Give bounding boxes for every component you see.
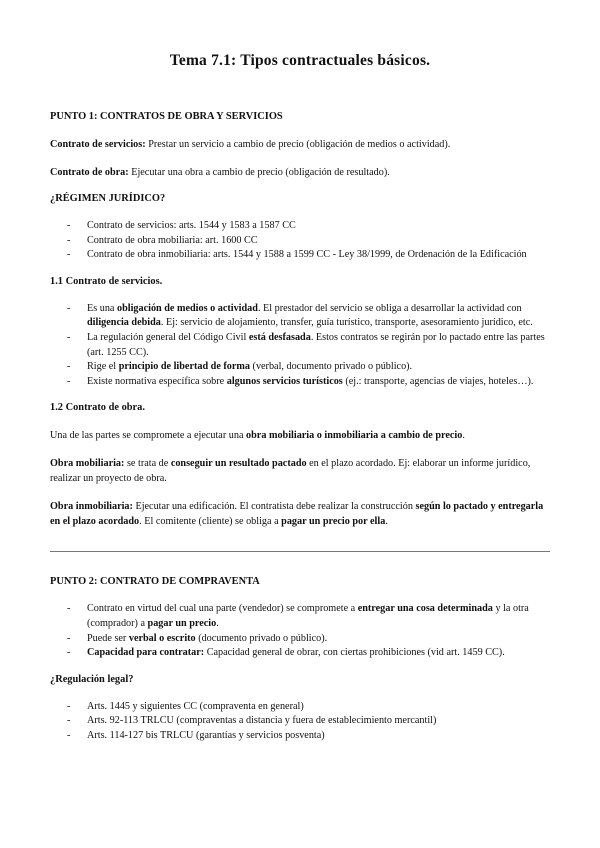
term-contrato-servicios: Contrato de servicios: bbox=[50, 139, 146, 150]
section-heading-punto-1: PUNTO 1: CONTRATOS DE OBRA Y SERVICIOS bbox=[50, 111, 283, 122]
regulacion-legal-list bbox=[50, 700, 550, 744]
list-item: - Contrato en virtud del cual una parte (vendedor) se compromete a entregar una cosa determinada y la otra (comprador) a pagar un precio. bbox=[87, 602, 550, 631]
list-item: - Existe normativa específica sobre algunos servicios turísticos (ej.: transporte, agencias de viajes, hoteles…). bbox=[87, 375, 550, 390]
list-item: - Rige el principio de libertad de forma (verbal, documento privado o público). bbox=[87, 360, 550, 375]
subheading-1-2-contrato-obra: 1.2 Contrato de obra. bbox=[50, 402, 145, 414]
list-item: - Contrato de servicios: arts. 1544 y 1583 a 1587 CC bbox=[87, 219, 550, 234]
section-divider bbox=[50, 551, 550, 552]
subheading-1-1-contrato-servicios: 1.1 Contrato de servicios. bbox=[50, 275, 163, 287]
list-item: - Capacidad para contratar: Capacidad general de obrar, con ciertas prohibiciones (vid art. 1459 CC). bbox=[87, 646, 550, 661]
list-item: - Arts. 92-113 TRLCU (compraventas a distancia y fuera de establecimiento mercantil) bbox=[87, 714, 550, 729]
list-item: - Puede ser verbal o escrito (documento privado o público). bbox=[87, 632, 550, 647]
paragraph-obra-intro: Una de las partes se compromete a ejecutar una obra mobiliaria o inmobiliaria a cambio de precio. bbox=[50, 430, 465, 442]
term-obra-mobiliaria: Obra mobiliaria: bbox=[50, 458, 125, 470]
paragraph-obra-mobiliaria: Obra mobiliaria: se trata de conseguir un resultado pactado en el plazo acordado. Ej: elaborar un informe jurídico, realizar un proyecto de obra. bbox=[50, 458, 531, 485]
document-title: Tema 7.1: Tipos contractuales básicos. bbox=[169, 52, 431, 69]
list-item: - Contrato de obra mobiliaria: art. 1600 CC bbox=[87, 234, 550, 249]
list-item: - Arts. 1445 y siguientes CC (compraventa en general) bbox=[87, 700, 550, 715]
paragraph-contrato-obra: Contrato de obra: Ejecutar una obra a cambio de precio (obligación de resultado). bbox=[50, 167, 390, 178]
subheading-regimen-juridico: ¿RÉGIMEN JURÍDICO? bbox=[50, 193, 166, 204]
regimen-juridico-list bbox=[50, 219, 550, 263]
list-item: - Es una obligación de medios o actividad. El prestador del servicio se obliga a desarrollar la actividad con diligencia debida. Ej: servicio de alojamiento, transfer, guía turístico, transporte, asesoramiento jurídico, etc. bbox=[87, 302, 550, 331]
list-item: - Arts. 114-127 bis TRLCU (garantías y servicios posventa) bbox=[87, 729, 550, 744]
list-item: - Contrato de obra inmobiliaria: arts. 1544 y 1588 a 1599 CC - Ley 38/1999, de Ordenación de la Edificación bbox=[87, 248, 550, 263]
subheading-regulacion-legal: ¿Regulación legal? bbox=[50, 673, 134, 685]
section-heading-punto-2: PUNTO 2: CONTRATO DE COMPRAVENTA bbox=[50, 576, 260, 588]
list-item: - La regulación general del Código Civil está desfasada. Estos contratos se regirán por lo pactado entre las partes (art. 1255 CC). bbox=[87, 331, 550, 360]
contrato-servicios-list bbox=[50, 302, 550, 390]
compraventa-list bbox=[50, 602, 550, 660]
paragraph-obra-inmobiliaria: Obra inmobiliaria: Ejecutar una edificación. El contratista debe realizar la construcción según lo pactado y entregarla en el plazo acordado. El comitente (cliente) se obliga a pagar un precio por ella. bbox=[50, 501, 544, 528]
paragraph-contrato-servicios: Contrato de servicios: Prestar un servicio a cambio de precio (obligación de medios o actividad). bbox=[50, 139, 451, 150]
term-contrato-obra: Contrato de obra: bbox=[50, 167, 129, 178]
term-obra-inmobiliaria: Obra inmobiliaria: bbox=[50, 501, 133, 513]
